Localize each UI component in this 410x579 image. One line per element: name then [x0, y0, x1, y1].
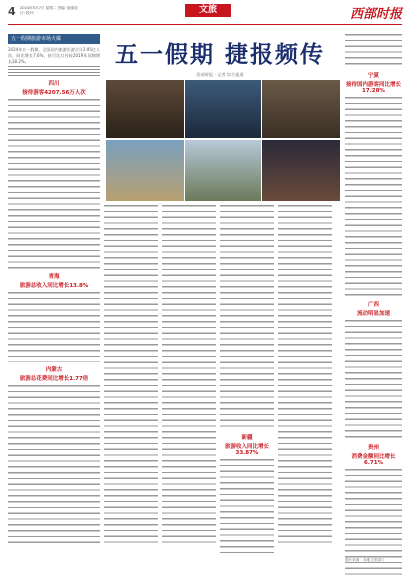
- section-title-neimenggu: 内蒙古: [45, 367, 63, 374]
- section-subtitle-guangxi: 流动明显加速: [356, 311, 390, 317]
- section-subtitle-xinjiang: 旅游收入同比增长33.87%: [224, 444, 269, 456]
- byline: 西部时报 · 记者 综合报道: [196, 72, 244, 77]
- body-text-neimenggu: [8, 385, 100, 545]
- issue-date: 2024年5月7日 星期二 责编: 版面设计: 校对:: [20, 6, 78, 15]
- newspaper-logo: 西部时报: [349, 7, 402, 22]
- page-number: 4: [8, 5, 16, 18]
- section-title-ningxia: 宁夏: [367, 73, 379, 79]
- photo-dance: [262, 80, 340, 138]
- photo-performance: [185, 80, 261, 138]
- main-headline: 五一假期 捷报频传: [114, 42, 325, 68]
- body-column-2: [162, 205, 216, 545]
- left-column-tag: 五一假期旅游市场火爆: [8, 34, 100, 44]
- section-title-xinjiang: 新疆: [241, 435, 253, 441]
- photo-festival: [106, 80, 184, 138]
- section-title-guangxi: 广西: [367, 302, 379, 308]
- photo-collage: [106, 80, 340, 201]
- left-column: [8, 34, 100, 545]
- section-tag: 文旅: [185, 4, 231, 17]
- body-column-3: [220, 205, 274, 554]
- section-subtitle-sichuan: 接待游客4207.56万人次: [22, 90, 86, 97]
- right-column: [345, 34, 402, 579]
- body-text-qinghai: [8, 292, 100, 362]
- section-title-sichuan: 四川: [48, 81, 60, 88]
- photo-crowd: [185, 140, 261, 201]
- section-subtitle-ningxia: 接待国内游客同比增长17.28%: [345, 82, 401, 94]
- body-text-sichuan: [8, 99, 100, 269]
- header-rule: [8, 24, 402, 25]
- section-title-qinghai: 青海: [48, 274, 60, 281]
- page-header: [8, 3, 402, 25]
- body-column-4: [278, 205, 332, 545]
- body-column-1: [104, 205, 158, 545]
- section-title-guizhou: 贵州: [367, 445, 379, 451]
- section-subtitle-guizhou: 消费金额同比增长6.71%: [351, 454, 396, 466]
- section-subtitle-qinghai: 旅游总收入同比增长13.8%: [19, 283, 89, 290]
- photo-horse-riding: [106, 140, 184, 201]
- photo-night-show: [262, 140, 340, 201]
- section-subtitle-neimenggu: 旅游总花费同比增长1.77倍: [19, 376, 89, 383]
- photo-credit: 图片来源：各地文旅部门: [345, 558, 385, 562]
- intro-text: 2024年五一假期，全国国内旅游出游合计2.95亿人次，同比增长7.6%，按可比口径较2019年同期增长28.2%。: [8, 47, 100, 64]
